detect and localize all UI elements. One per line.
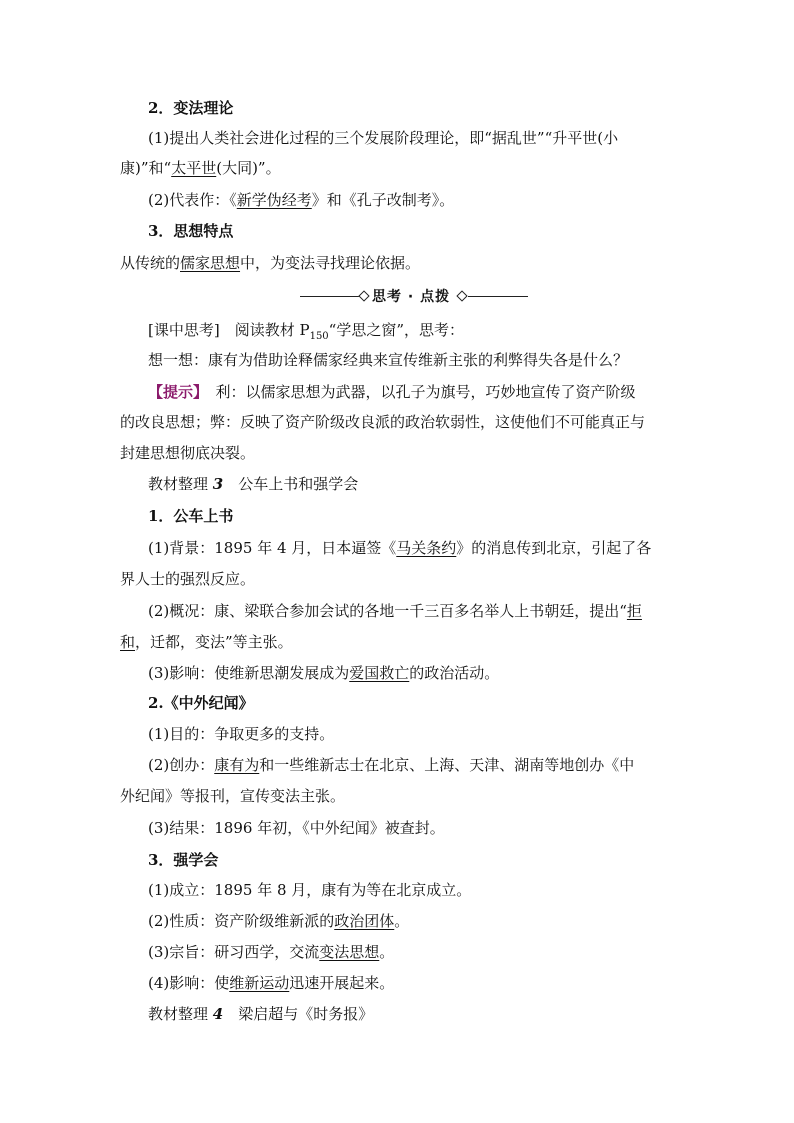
underlined-key-term: 政治团体 bbox=[334, 912, 395, 930]
paragraph-line bbox=[148, 601, 708, 621]
text: 教材整理 bbox=[148, 475, 213, 493]
underlined-key-term: 新学伪经考 bbox=[236, 191, 312, 209]
paragraph-line bbox=[148, 942, 708, 962]
paragraph-line bbox=[148, 663, 708, 683]
text: (3)影响：使维新思潮发展成为 bbox=[148, 664, 350, 682]
text: (2)代表作：《 bbox=[148, 191, 237, 209]
paragraph-line bbox=[120, 253, 680, 273]
underlined-key-term: 维新运动 bbox=[229, 974, 290, 992]
text: (2)概况：康、梁联合参加会试的各地一千三百多名举人上书朝廷，提出“ bbox=[148, 602, 627, 620]
paragraph-line bbox=[148, 911, 708, 931]
paragraph-line bbox=[148, 755, 708, 775]
text: 从传统的 bbox=[120, 254, 181, 272]
divider-label: 思考 · 点拨 bbox=[372, 289, 451, 305]
text: ，迁都，变法”等主张。 bbox=[135, 633, 293, 651]
tip-line: 封建思想彻底决裂。 bbox=[120, 444, 256, 462]
section-divider bbox=[300, 286, 530, 306]
text: (3)宗旨：研习西学，交流 bbox=[148, 943, 320, 961]
text: “学思之窗”，思考： bbox=[328, 321, 465, 339]
paragraph-line bbox=[148, 973, 708, 993]
text: 的政治活动。 bbox=[409, 664, 500, 682]
section-heading-newspaper: 2.《中外纪闻》 bbox=[148, 694, 254, 712]
underlined-key-term: 和 bbox=[120, 633, 136, 651]
text: 公车上书和强学会 bbox=[223, 475, 359, 493]
underlined-key-term: 拒 bbox=[626, 602, 642, 620]
text: 和一些维新志士在北京、上海、天津、湖南等地创办《中 bbox=[259, 756, 635, 774]
material-heading-3 bbox=[148, 474, 708, 494]
text: (4)影响：使 bbox=[148, 974, 230, 992]
text: (2)创办： bbox=[148, 756, 215, 774]
text: 。 bbox=[394, 912, 410, 930]
underlined-key-term: 爱国救亡 bbox=[349, 664, 410, 682]
section-heading-thought-features: 3．思想特点 bbox=[148, 222, 234, 240]
think-question: 想一想：康有为借助诠释儒家经典来宣传维新主张的利弊得失各是什么？ bbox=[148, 351, 629, 369]
underlined-key-term: 变法思想 bbox=[319, 943, 380, 961]
tip-line bbox=[148, 382, 708, 402]
page-subscript: 150 bbox=[309, 331, 329, 342]
underlined-key-term: 康有为 bbox=[214, 756, 260, 774]
section-heading-qiangxue: 3．强学会 bbox=[148, 851, 219, 869]
paragraph-line: (3)结果：1896 年初，《中外纪闻》被查封。 bbox=[148, 819, 445, 837]
diamond-icon bbox=[456, 290, 467, 301]
text: 康)”和“ bbox=[120, 159, 172, 177]
text: (2)性质：资产阶级维新派的 bbox=[148, 912, 335, 930]
tip-label: 【提示】 bbox=[148, 383, 201, 401]
paragraph-line: (1)提出人类社会进化过程的三个发展阶段理论，即“据乱世”“升平世(小 bbox=[148, 129, 619, 147]
diamond-icon bbox=[358, 290, 369, 301]
material-heading-4 bbox=[148, 1004, 708, 1024]
text: (大同)”。 bbox=[216, 159, 281, 177]
text: [课中思考] 阅读教材 P bbox=[148, 321, 310, 339]
paragraph-line: (1)目的：争取更多的支持。 bbox=[148, 725, 335, 743]
underlined-key-term: 马关条约 bbox=[396, 539, 457, 557]
underlined-key-term: 太平世 bbox=[171, 159, 217, 177]
paragraph-line: 外纪闻》等报刊，宣传变法主张。 bbox=[120, 787, 346, 805]
tip-line: 的改良思想；弊：反映了资产阶级改良派的政治软弱性，这使他们不可能真正与 bbox=[120, 413, 646, 431]
material-number: 4 bbox=[212, 1005, 224, 1023]
underlined-key-term: 儒家思想 bbox=[180, 254, 241, 272]
divider-rule-left bbox=[300, 296, 360, 297]
paragraph-line bbox=[148, 190, 708, 210]
divider-rule-right bbox=[468, 296, 528, 297]
text: 梁启超与《时务报》 bbox=[223, 1005, 374, 1023]
text: 教材整理 bbox=[148, 1005, 213, 1023]
text: 》的消息传到北京，引起了各 bbox=[456, 539, 652, 557]
paragraph-line: 界人士的强烈反应。 bbox=[120, 570, 256, 588]
section-heading-gongche: 1．公车上书 bbox=[148, 507, 234, 525]
text: 利：以儒家思想为武器，以孔子为旗号，巧妙地宣传了资产阶级 bbox=[200, 383, 636, 401]
paragraph-line bbox=[120, 632, 680, 652]
material-number: 3 bbox=[212, 475, 224, 493]
section-heading-reform-theory: 2．变法理论 bbox=[148, 99, 234, 117]
think-prompt-line bbox=[148, 320, 708, 347]
text: 》和《孔子改制考》。 bbox=[311, 191, 455, 209]
paragraph-line: (1)成立：1895 年 8 月，康有为等在北京成立。 bbox=[148, 881, 472, 899]
text: (1)背景：1895 年 4 月，日本逼签《 bbox=[148, 539, 397, 557]
text: 迅速开展起来。 bbox=[289, 974, 395, 992]
text: 。 bbox=[379, 943, 395, 961]
text: 中，为变法寻找理论依据。 bbox=[240, 254, 421, 272]
paragraph-line bbox=[148, 538, 708, 558]
paragraph-line bbox=[120, 158, 680, 178]
